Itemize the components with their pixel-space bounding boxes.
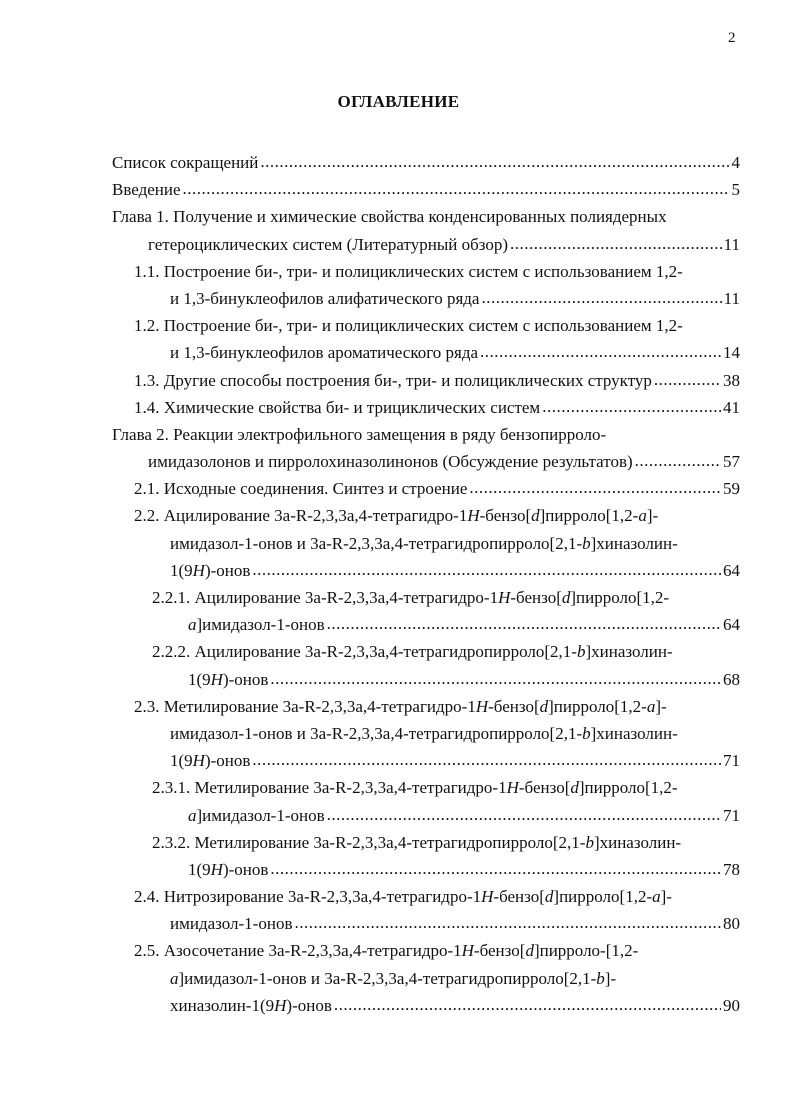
toc-entry[interactable] <box>112 693 740 775</box>
dot-leader <box>183 175 730 202</box>
toc-entry-text: имидазол-1-онов и 3a-R-2,3,3a,4-тетрагидропирроло[2,1-b]хиназолин- <box>170 723 678 743</box>
dot-leader <box>510 230 722 257</box>
toc-page-number: 90 <box>723 995 740 1015</box>
dot-leader <box>260 148 729 175</box>
toc-entry[interactable] <box>112 638 740 692</box>
dot-leader <box>327 610 721 637</box>
toc-entry-text: 1.1. Построение би-, три- и полициклических систем с использованием 1,2- <box>134 261 683 281</box>
toc-page-number: 68 <box>723 669 740 689</box>
toc-entry-text: 1(9H)-онов <box>188 859 269 879</box>
toc-page-number: 80 <box>723 914 740 934</box>
toc-entry-text: имидазолонов и пирролохиназолинонов (Обсуждение результатов) <box>148 452 633 472</box>
toc-page-number: 78 <box>723 859 740 879</box>
toc-entry-text: имидазол-1-онов и 3a-R-2,3,3a,4-тетрагидропирроло[2,1-b]хиназолин- <box>170 533 678 553</box>
dot-leader <box>481 284 721 311</box>
toc-entry-line <box>112 367 740 394</box>
toc-entry-line <box>112 231 740 258</box>
toc-entry-line <box>112 856 740 883</box>
toc-entry[interactable] <box>112 421 740 475</box>
toc-entry-text: и 1,3-бинуклеофилов ароматического ряда <box>170 343 479 363</box>
page-number: 2 <box>728 30 736 46</box>
toc-entry-text: a]имидазол-1-онов и 3a-R-2,3,3a,4-тетрагидропирроло[2,1-b]- <box>170 968 617 988</box>
toc-entry-text: 1(9H)-онов <box>188 669 269 689</box>
toc-page-number: 38 <box>723 370 740 390</box>
toc-entry-text: Список сокращений <box>112 153 259 172</box>
toc-entry-line <box>112 448 740 475</box>
dot-leader <box>542 393 721 420</box>
toc-entry-line <box>112 339 740 366</box>
toc-entry-text: 2.3.2. Метилирование 3a-R-2,3,3a,4-тетрагидропирроло[2,1-b]хиназолин- <box>152 832 682 852</box>
dot-leader <box>294 909 721 936</box>
dot-leader <box>270 855 721 882</box>
dot-leader <box>654 366 721 393</box>
page-title: ОГЛАВЛЕНИЕ <box>337 92 460 111</box>
dot-leader <box>480 338 721 365</box>
toc-entry[interactable] <box>112 258 740 312</box>
toc-entry-line <box>112 475 740 502</box>
dot-leader <box>327 801 721 828</box>
toc-entry-text: 1.2. Построение би-, три- и полициклических систем с использованием 1,2- <box>134 316 683 336</box>
toc-page-number: 57 <box>723 452 740 472</box>
toc-entry-text: a]имидазол-1-онов <box>188 615 325 635</box>
toc-entry[interactable] <box>112 937 740 1019</box>
dot-leader <box>252 746 721 773</box>
toc-entry[interactable] <box>112 394 740 421</box>
toc-page-number: 11 <box>723 234 740 254</box>
toc-entry-text: и 1,3-бинуклеофилов алифатического ряда <box>170 288 480 308</box>
toc-entry-text: Глава 1. Получение и химические свойства конденсированных полиядерных <box>112 207 667 227</box>
toc-entry-text: гетероциклических систем (Литературный обзор) <box>148 234 509 254</box>
toc-entry-text: Введение <box>112 180 181 200</box>
toc-entry-text: 2.2.1. Ацилирование 3a-R-2,3,3a,4-тетрагидро-1H-бензо[d]пирроло[1,2- <box>152 588 670 607</box>
toc-entry-text: 2.4. Нитрозирование 3a-R-2,3,3a,4-тетрагидро-1H-бензо[d]пирроло[1,2-a]- <box>134 887 672 907</box>
toc-page-number: 14 <box>723 343 740 363</box>
toc-entry[interactable] <box>112 774 740 828</box>
toc-entry-text: имидазол-1-онов <box>170 914 293 934</box>
toc-entry-text: 2.2. Ацилирование 3a-R-2,3,3a,4-тетрагидро-1H-бензо[d]пирроло[1,2-a]- <box>134 506 659 526</box>
toc-entry-text: 2.5. Азосочетание 3a-R-2,3,3a,4-тетрагидро-1H-бензо[d]пирроло-[1,2- <box>134 941 639 961</box>
toc-entry[interactable] <box>112 312 740 366</box>
toc-entry[interactable] <box>112 883 740 937</box>
toc-page-number: 11 <box>723 288 740 308</box>
toc-entry-text: 1(9H)-онов <box>170 560 251 580</box>
toc-entry-text: 2.2.2. Ацилирование 3a-R-2,3,3a,4-тетрагидропирроло[2,1-b]хиназолин- <box>152 642 673 662</box>
toc-entry-line <box>112 394 740 421</box>
toc-entry[interactable] <box>112 475 740 502</box>
toc-entry-line <box>112 992 740 1019</box>
toc-entry-line <box>112 910 740 937</box>
toc-entry-line <box>112 611 740 638</box>
toc-entry[interactable] <box>112 367 740 394</box>
toc-entry-line <box>112 176 740 203</box>
toc-entry-text: 2.3. Метилирование 3a-R-2,3,3a,4-тетрагидро-1H-бензо[d]пирроло[1,2-a]- <box>134 696 667 716</box>
toc-entry[interactable] <box>112 584 740 638</box>
toc-entry[interactable] <box>112 829 740 883</box>
toc-page-number: 71 <box>723 805 740 825</box>
toc-page-number: 59 <box>723 479 740 499</box>
dot-leader <box>334 991 721 1018</box>
toc-entry-line <box>112 285 740 312</box>
toc-entry-text: 1.3. Другие способы построения би-, три- и полициклических структур <box>134 370 652 390</box>
toc-entry-line <box>112 802 740 829</box>
toc-page-number: 4 <box>731 153 740 172</box>
toc-entry-line <box>112 149 740 176</box>
toc-entry-line <box>112 747 740 774</box>
toc-entry-text: a]имидазол-1-онов <box>188 805 325 825</box>
toc-page-number: 71 <box>723 751 740 771</box>
toc-entry[interactable] <box>112 176 740 203</box>
toc-entry-text: Глава 2. Реакции электрофильного замещения в ряду бензопирроло- <box>112 424 607 444</box>
toc-page-number: 64 <box>723 615 740 635</box>
toc-page-number: 5 <box>731 180 740 200</box>
dot-leader <box>469 474 721 501</box>
toc-entry-text: 2.3.1. Метилирование 3a-R-2,3,3a,4-тетрагидро-1H-бензо[d]пирроло[1,2- <box>152 778 678 798</box>
toc-entry[interactable] <box>112 149 740 176</box>
toc-entry[interactable] <box>112 203 740 257</box>
toc-entry-line <box>112 557 740 584</box>
dot-leader <box>270 665 721 692</box>
toc-entry-text: 1(9H)-онов <box>170 751 251 771</box>
toc-entry-text: 1.4. Химические свойства би- и трициклических систем <box>134 397 541 417</box>
toc-entry-line <box>112 666 740 693</box>
toc-page-number: 64 <box>723 560 740 580</box>
toc-entry[interactable] <box>112 502 740 584</box>
dot-leader <box>252 556 721 583</box>
toc-entry-text: хиназолин-1(9H)-онов <box>170 995 332 1015</box>
table-of-contents <box>112 149 740 1019</box>
dot-leader <box>635 447 721 474</box>
toc-entry-text: 2.1. Исходные соединения. Синтез и строение <box>134 479 468 499</box>
toc-page-number: 41 <box>723 397 740 417</box>
